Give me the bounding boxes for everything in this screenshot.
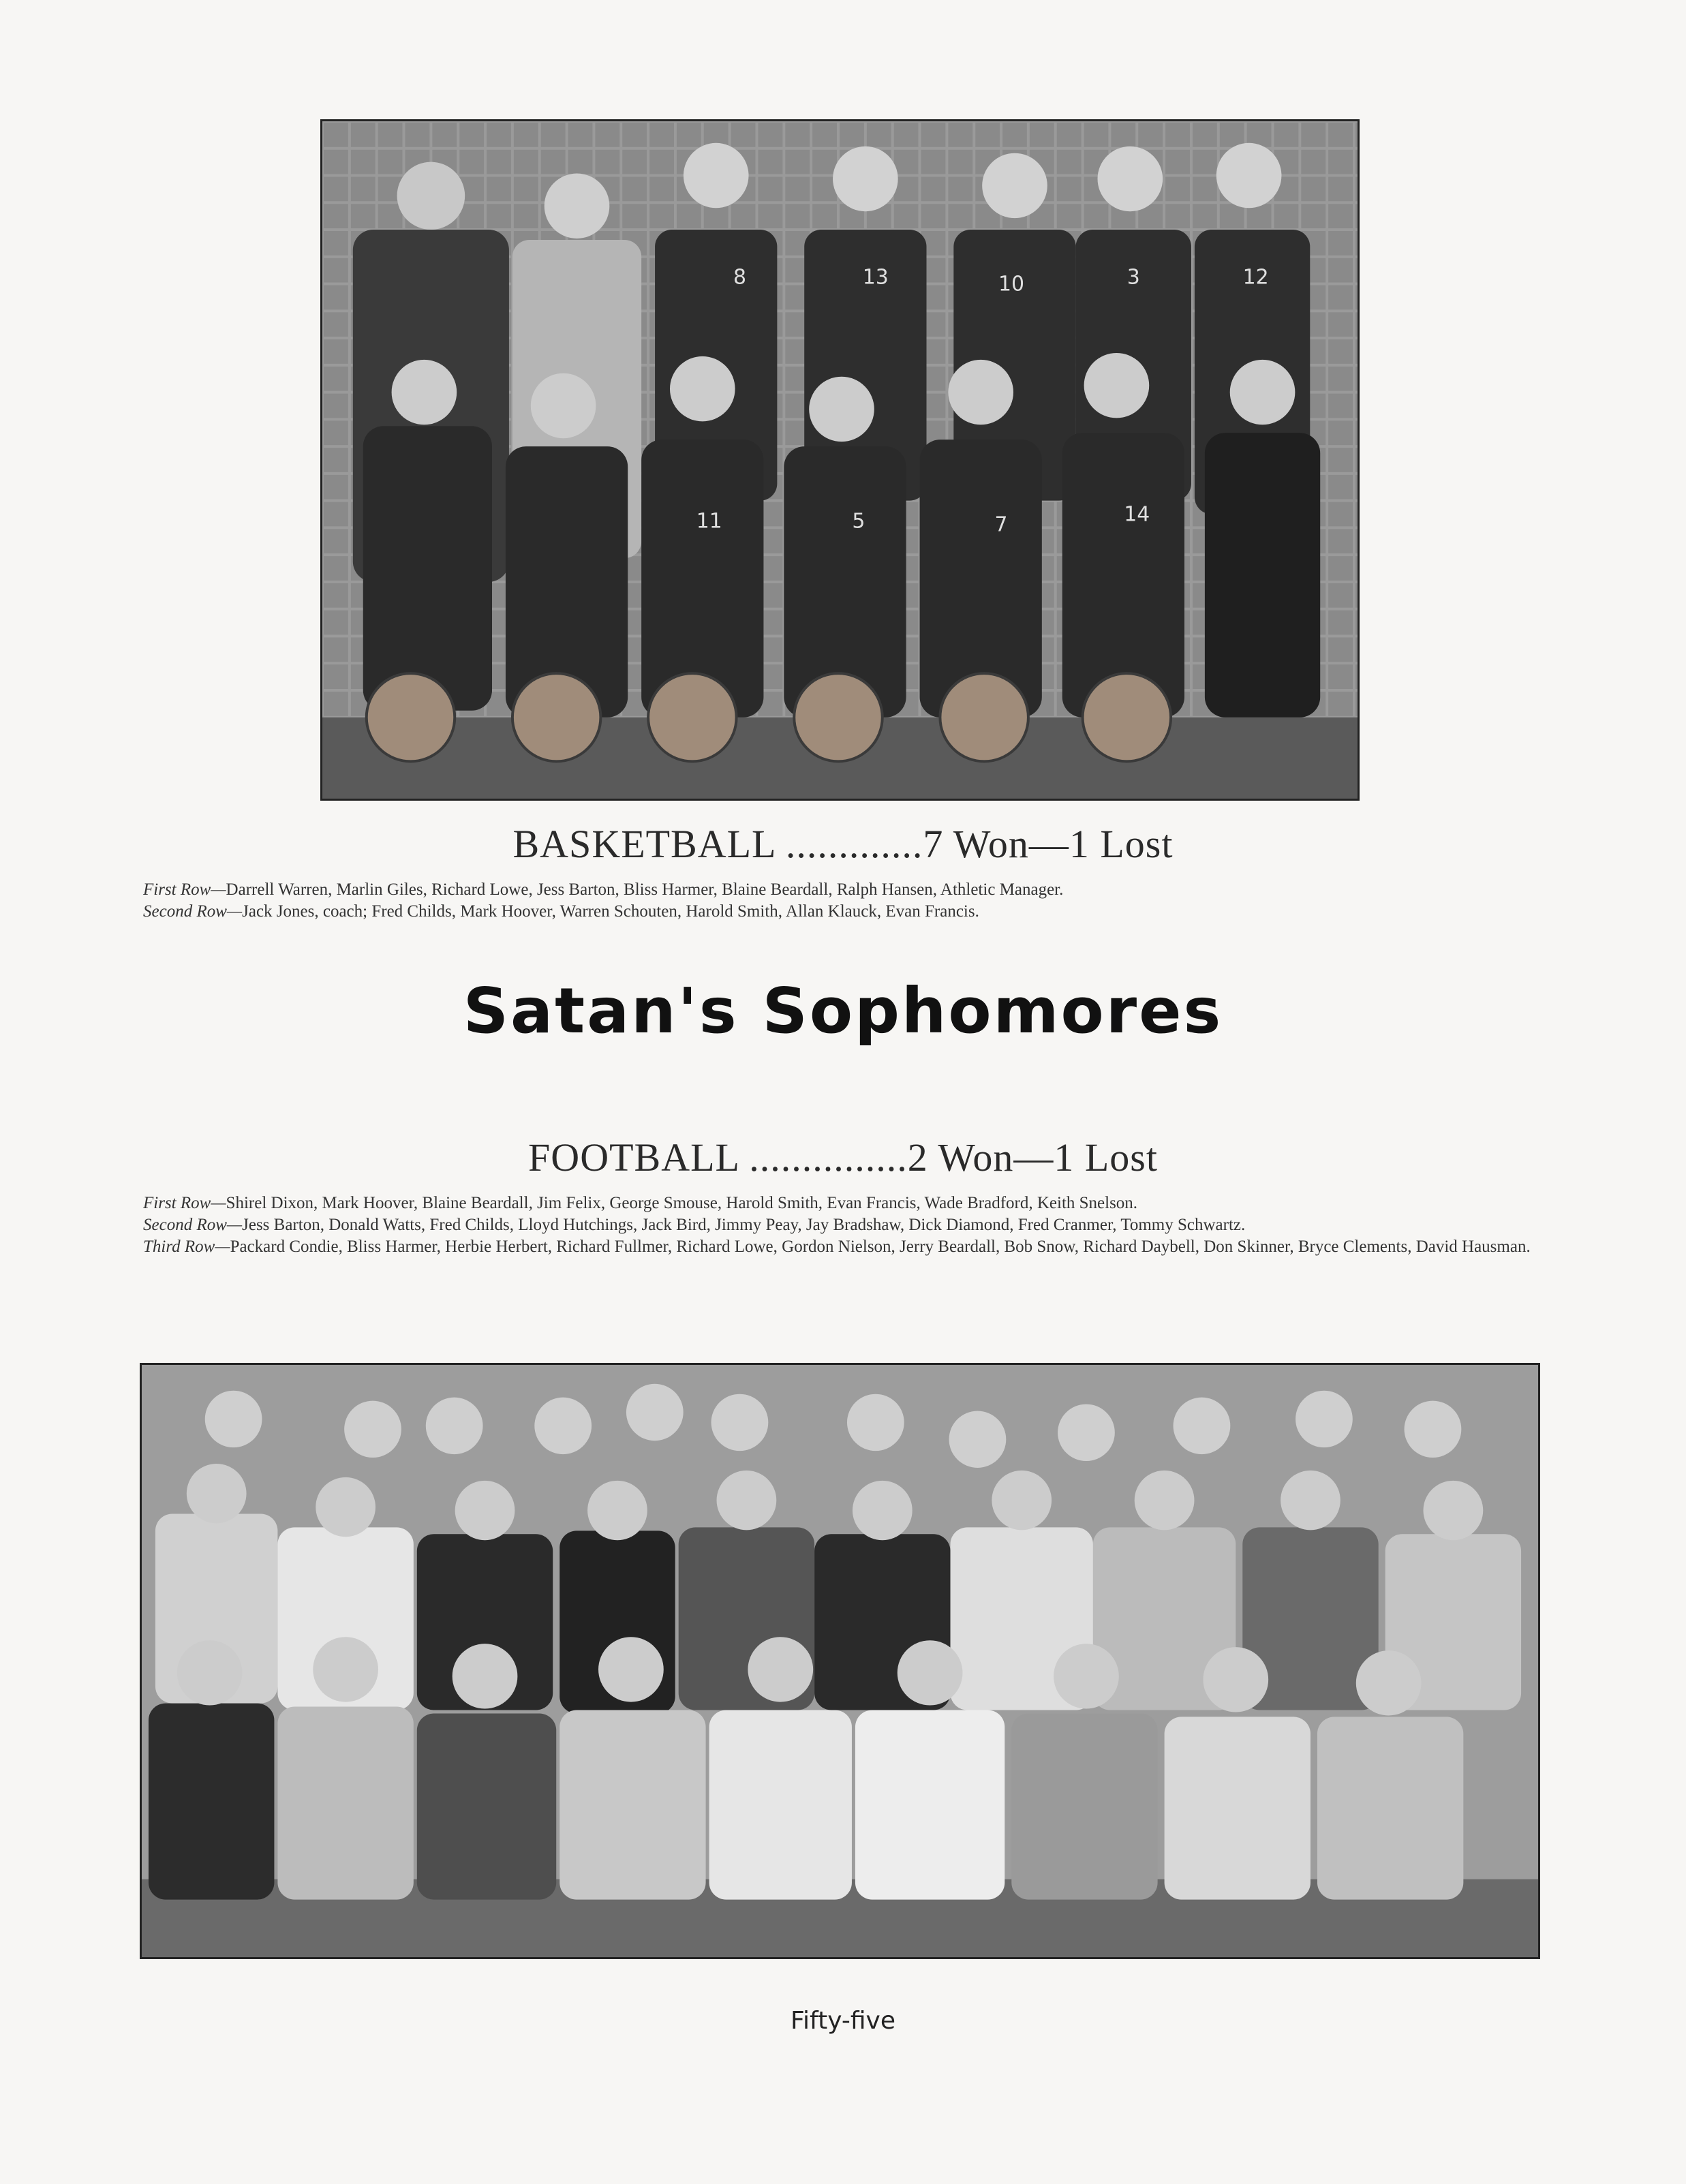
football-heading: FOOTBALL ...............2 Won—1 Lost xyxy=(528,1135,1158,1180)
football-row-2 xyxy=(143,1214,1540,1236)
row-names: Jess Barton, Donald Watts, Fred Childs, Lloyd Hutchings, Jack Bird, Jimmy Peay, Jay Bradshaw, Dick Diamond, Fred Cranmer, Tommy Schwartz. xyxy=(242,1216,1246,1234)
football-row-3 xyxy=(143,1236,1540,1258)
row-names: Jack Jones, coach; Fred Childs, Mark Hoover, Warren Schouten, Harold Smith, Allan Klauck, Evan Francis. xyxy=(242,902,979,921)
football-team-photo xyxy=(140,1363,1540,1959)
page-title: Satan's Sophomores xyxy=(463,974,1223,1047)
basketball-roster xyxy=(143,879,1540,923)
football-front-row xyxy=(149,1637,1463,1899)
basketball-heading: BASKETBALL .............7 Won—1 Lost xyxy=(512,822,1174,866)
row-names: Shirel Dixon, Mark Hoover, Blaine Beardall, Jim Felix, George Smouse, Harold Smith, Evan Francis, Wade Bradford, Keith Snelson. xyxy=(226,1194,1138,1212)
basketball-row-2 xyxy=(143,901,1540,923)
football-photo-scene xyxy=(142,1365,1538,1957)
row-label: First Row— xyxy=(143,1194,226,1212)
jersey-number: 14 xyxy=(1124,502,1150,527)
basketball-team-photo xyxy=(320,119,1360,801)
basketball-photo-scene xyxy=(322,121,1358,799)
row-label: First Row— xyxy=(143,880,226,899)
football-roster xyxy=(143,1193,1540,1258)
jersey-number: 10 xyxy=(998,272,1025,296)
basketball-row-1 xyxy=(143,879,1540,901)
jersey-number: 7 xyxy=(994,512,1008,537)
football-row-1 xyxy=(143,1193,1540,1214)
row-label: Second Row— xyxy=(143,902,243,921)
jersey-number: 13 xyxy=(862,265,889,290)
row-names: Darrell Warren, Marlin Giles, Richard Lowe, Jess Barton, Bliss Harmer, Blaine Beardall, Ralph Hansen, Athletic Manager. xyxy=(226,880,1064,899)
row-label: Second Row— xyxy=(143,1216,243,1234)
row-label: Third Row— xyxy=(143,1237,230,1256)
jersey-number: 8 xyxy=(733,265,747,290)
jersey-number: 11 xyxy=(696,509,722,534)
jersey-number: 3 xyxy=(1126,265,1140,290)
jersey-number: 12 xyxy=(1242,265,1269,290)
page-number: Fifty-five xyxy=(790,2007,896,2035)
row-names: Packard Condie, Bliss Harmer, Herbie Herbert, Richard Fullmer, Richard Lowe, Gordon Nielson, Jerry Beardall, Bob Snow, Richard Daybell, Don Skinner, Bryce Clements, David Hausman. xyxy=(230,1237,1531,1256)
jersey-number: 5 xyxy=(852,509,865,534)
